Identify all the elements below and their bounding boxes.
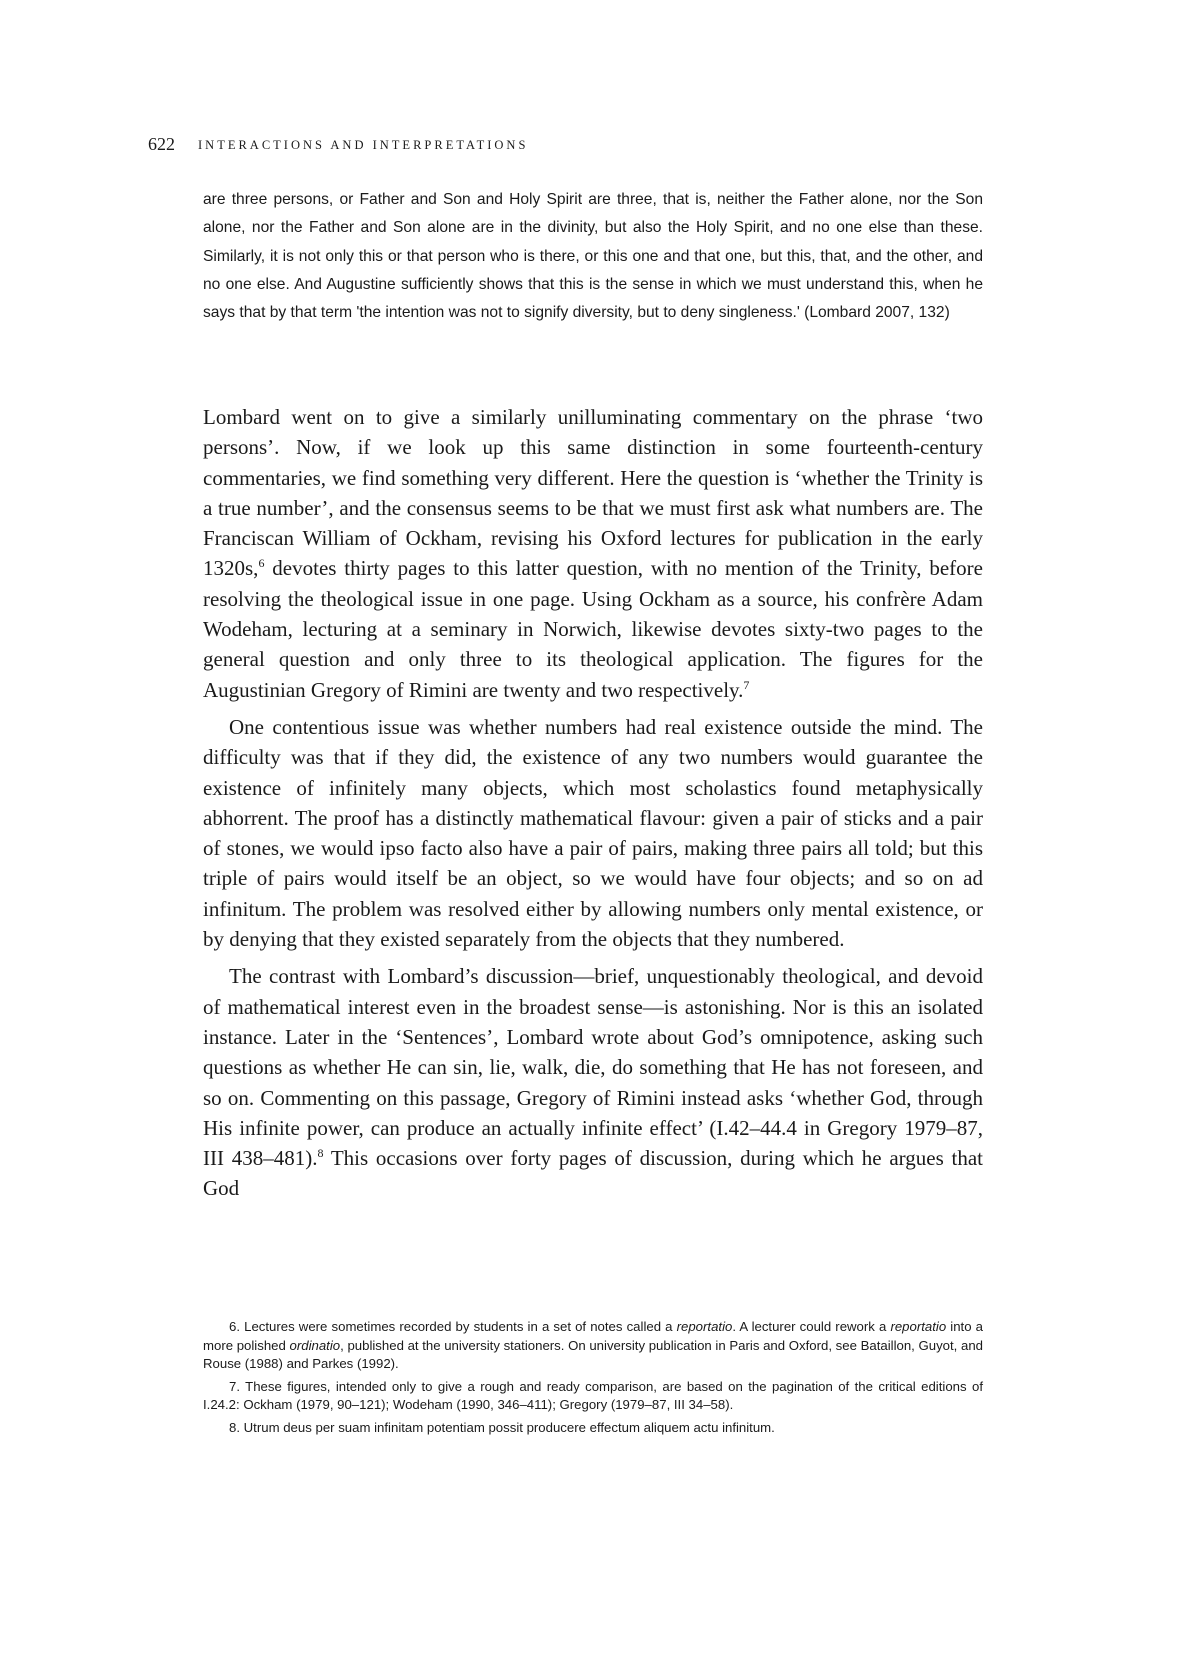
running-head xyxy=(148,134,1048,162)
footnote-7: 7. These figures, intended only to give a rough and ready comparison, are based on the pagination of the critical editions of I.24.2: Ockham (1979, 90–121); Wodeham (1990, 346–411); Gregory (1979–87, III 34–58). xyxy=(203,1378,983,1412)
footnote-6-text-b: . A lecturer could rework a xyxy=(732,1319,891,1334)
paragraph-3-text-a: The contrast with Lombard’s discussion—brief, unquestionably theological, and devoid of mathematical interest even in the broadest sense—is astonishing. Nor is this an isolated instance. Later in the ‘Sentences’, Lombard wrote about God’s omnipotence, asking such questions as whether He can sin, lie, walk, die, do something that He has not foreseen, and so on. Commenting on this passage, Gregory of Rimini instead asks ‘whether God, through His infinite power, can produce an actually infinite effect’ (I.42–44.4 in Gregory 1979–87, III 438–481). xyxy=(203,964,983,1171)
footnote-6-text-a: 6. Lectures were sometimes recorded by students in a set of notes called a xyxy=(229,1319,677,1334)
block-quote-text: are three persons, or Father and Son and Holy Spirit are three, that is, neither the Father alone, nor the Son alone, nor the Father and Son alone are in the divinity, but also the Holy Spirit, and no one else than these. Similarly, it is not only this or that person who is there, or this one and that one, but this, that, and the other, and no one else. And Augustine sufficiently shows that this is the sense in which we must understand this, when he says that by that term 'the intention was not to signify diversity, but to deny singleness.' (Lombard 2007, 132) xyxy=(203,191,983,322)
paragraph-1 xyxy=(203,402,983,705)
block-quote xyxy=(203,186,983,327)
running-title: INTERACTIONS AND INTERPRETATIONS xyxy=(198,138,529,152)
paragraph-1-text-b: devotes thirty pages to this latter question, with no mention of the Trinity, before resolving the theological issue in one page. Using Ockham as a source, his confrère Adam Wodeham, lecturing at a seminary in Norwich, likewise devotes sixty-two pages to the general question and only three to its theological application. The figures for the Augustinian Gregory of Rimini are twenty and two respectively. xyxy=(203,556,983,702)
footnote-8: 8. Utrum deus per suam infinitam potentiam possit producere effectum aliquem actu infinitum. xyxy=(229,1419,775,1435)
paragraph-3-text-b: This occasions over forty pages of discussion, during which he argues that God xyxy=(203,1146,983,1201)
footnote-6-text-c: into a more polished xyxy=(203,1319,984,1353)
footnote-ref-8[interactable]: 8 xyxy=(317,1146,324,1161)
page-number: 622 xyxy=(148,134,175,154)
footnote-6-term-1: reportatio xyxy=(676,1319,733,1334)
footnote-ref-7[interactable]: 7 xyxy=(743,677,750,692)
paragraph-3 xyxy=(203,961,983,1203)
paragraph-1-text-a: Lombard went on to give a similarly unilluminating commentary on the phrase ‘two persons’. Now, if we look up this same distinction in some fourteenth-century commentaries, we find something very different. Here the question is ‘whether the Trinity is a true number’, and the consensus seems to be that we must first ask what numbers are. The Franciscan William of Ockham, revising his Oxford lectures for publication in the early 1320s, xyxy=(203,405,983,581)
footnote-6-text-d: , published at the university stationers. On university publication in Paris and Oxford, see Bataillon, Guyot, and Rouse (1988) and Parkes (1992). xyxy=(203,1337,984,1371)
footnotes xyxy=(203,1318,983,1441)
paragraph-2: One contentious issue was whether numbers had real existence outside the mind. The difficulty was that if they did, the existence of any two numbers would guarantee the existence of infinitely many objects, which most scholastics found metaphysically abhorrent. The proof has a distinctly mathematical flavour: given a pair of sticks and a pair of stones, we would ipso facto also have a pair of pairs, making three pairs all told; but this triple of pairs would itself be an object, so we would have four objects; and so on ad infinitum. The problem was resolved either by allowing numbers only mental existence, or by denying that they existed separately from the objects that they numbered. xyxy=(203,714,983,952)
footnote-6-term-2: reportatio xyxy=(890,1319,947,1334)
footnote-6 xyxy=(203,1318,983,1374)
footnote-6-term-3: ordinatio xyxy=(289,1337,341,1353)
footnote-ref-6[interactable]: 6 xyxy=(258,556,265,571)
body-text xyxy=(203,402,983,1204)
